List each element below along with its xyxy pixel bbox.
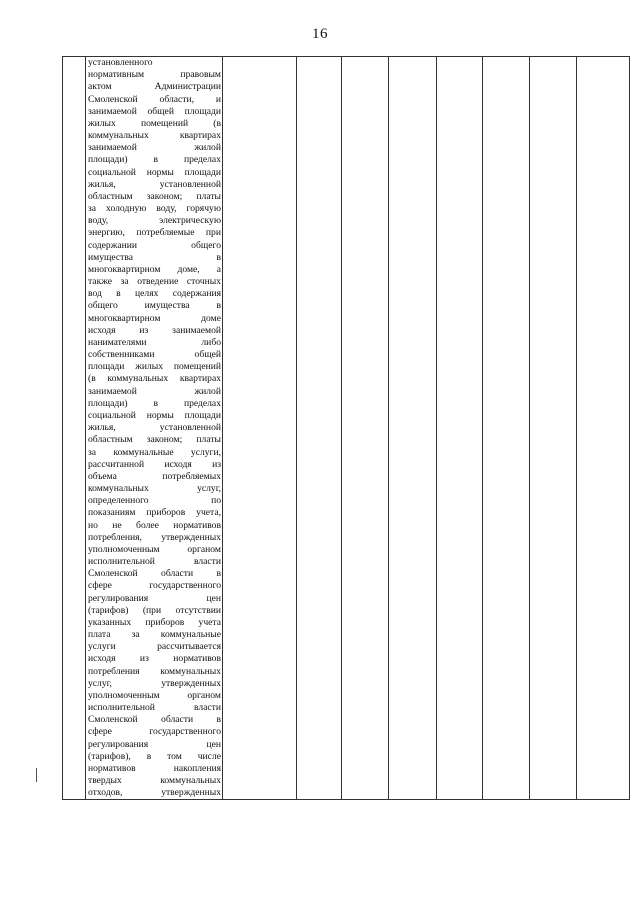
text-line: площади) в пределах — [88, 397, 221, 409]
text-line: общего имущества в — [88, 300, 221, 312]
text-line: нанимателями либо — [88, 336, 221, 348]
text-line: многоквартирном доме — [88, 312, 221, 324]
text-line: Смоленской области в — [88, 568, 221, 580]
text-line: нормативов накопления — [88, 762, 221, 774]
text-line: указанных приборов учета — [88, 616, 221, 628]
table-cell — [223, 57, 297, 800]
text-line: воду, электрическую — [88, 215, 221, 227]
text-line: областным законом; платы — [88, 434, 221, 446]
text-line: коммунальных квартирах — [88, 130, 221, 142]
table-cell — [342, 57, 389, 800]
text-line: установленного — [88, 57, 153, 68]
text-line: жилья, установленной — [88, 178, 221, 190]
text-line: плата за коммунальные — [88, 629, 221, 641]
text-line: услуг, утвержденных — [88, 677, 221, 689]
text-line: отходов, утвержденных — [88, 787, 221, 799]
text-line: регулирования цен — [88, 592, 221, 604]
text-line: исполнительной власти — [88, 556, 221, 568]
table-cell — [483, 57, 530, 800]
text-line: Смоленской области в — [88, 714, 221, 726]
text-line: имущества в — [88, 251, 221, 263]
text-line: областным законом; платы — [88, 190, 221, 202]
text-line: площади) в пределах — [88, 154, 221, 166]
table-cell — [577, 57, 630, 800]
text-line: определенного по — [88, 495, 221, 507]
text-line: сфере государственного — [88, 580, 221, 592]
text-line: услуги рассчитывается — [88, 641, 221, 653]
text-line: показаниям приборов учета, — [88, 507, 221, 519]
text-line: исходя из занимаемой — [88, 324, 221, 336]
text-line: площади жилых помещений — [88, 361, 221, 373]
text-line: энергию, потребляемые при — [88, 227, 221, 239]
text-line: собственниками общей — [88, 349, 221, 361]
text-line: занимаемой жилой — [88, 385, 221, 397]
text-line: исходя из нормативов — [88, 653, 221, 665]
text-line: содержании общего — [88, 239, 221, 251]
text-line: занимаемой жилой — [88, 142, 221, 154]
text-line: вод в целях содержания — [88, 288, 221, 300]
text-line: коммунальных услуг, — [88, 483, 221, 495]
text-line: также за отведение сточных — [88, 276, 221, 288]
document-table — [62, 56, 630, 800]
description-cell — [86, 57, 223, 800]
text-line: за коммунальные услуги, — [88, 446, 221, 458]
table-cell — [530, 57, 577, 800]
text-line: за холодную воду, горячую — [88, 203, 221, 215]
text-line: рассчитанной исходя из — [88, 458, 221, 470]
text-line: сфере государственного — [88, 726, 221, 738]
text-line: регулирования цен — [88, 738, 221, 750]
margin-mark — [36, 768, 37, 782]
text-line: уполномоченным органом — [88, 543, 221, 555]
text-line: потребления, утвержденных — [88, 531, 221, 543]
text-line: актом Администрации — [88, 81, 221, 93]
text-line: многоквартирном доме, а — [88, 263, 221, 275]
text-line: социальной нормы площади — [88, 409, 221, 421]
text-line: занимаемой общей площади — [88, 105, 221, 117]
table-cell — [389, 57, 437, 800]
text-line: социальной нормы площади — [88, 166, 221, 178]
text-line: (тарифов), в том числе — [88, 750, 221, 762]
table-cell — [297, 57, 342, 800]
text-line: твердых коммунальных — [88, 775, 221, 787]
text-line: жилья, установленной — [88, 422, 221, 434]
table-cell — [437, 57, 483, 800]
text-line: исполнительной власти — [88, 702, 221, 714]
text-line: объема потребляемых — [88, 470, 221, 482]
text-line: нормативным правовым — [88, 69, 221, 81]
text-line: потребления коммунальных — [88, 665, 221, 677]
table-row — [63, 57, 630, 800]
text-line: жилых помещений (в — [88, 117, 221, 129]
row-number-cell — [63, 57, 86, 800]
text-line: (тарифов) (при отсутствии — [88, 604, 221, 616]
page-number: 16 — [312, 26, 328, 42]
description-text — [88, 57, 221, 799]
text-line: Смоленской области, и — [88, 93, 221, 105]
text-line: уполномоченным органом — [88, 689, 221, 701]
text-line: но не более нормативов — [88, 519, 221, 531]
text-line: (в коммунальных квартирах — [88, 373, 221, 385]
